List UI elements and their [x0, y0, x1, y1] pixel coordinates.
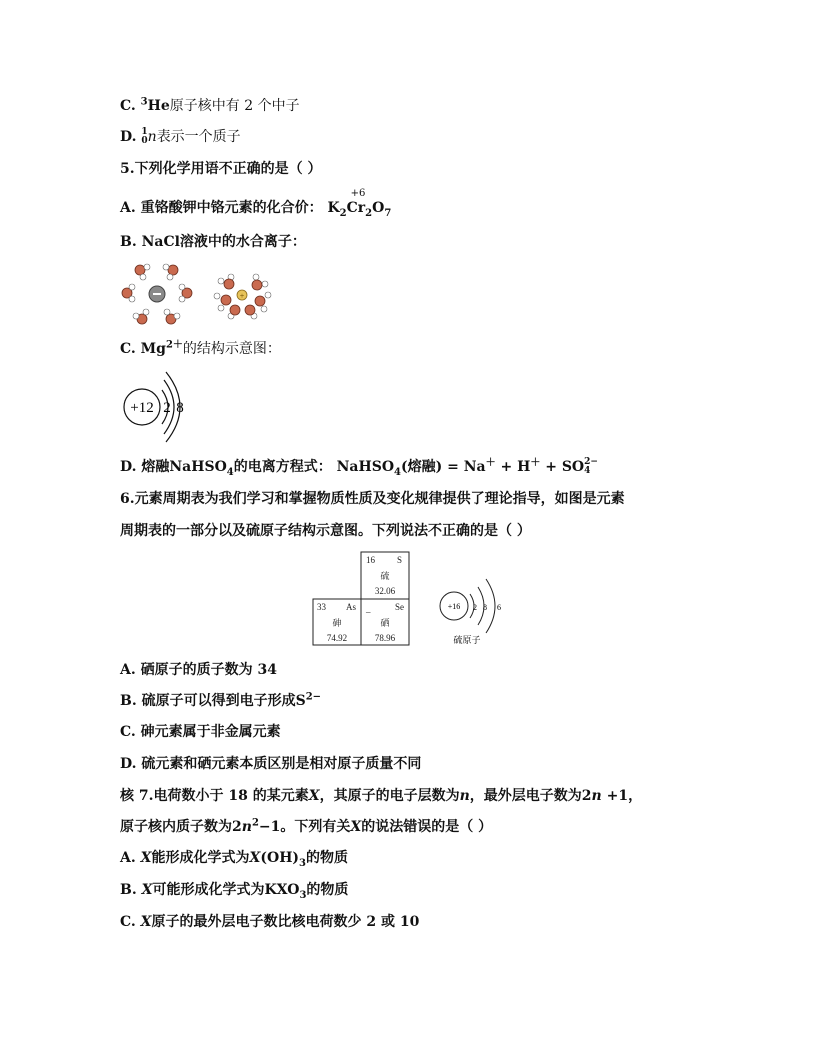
hydrated-ions-figure: [118, 260, 278, 330]
as-symbol: As: [345, 602, 356, 612]
as-name: 砷: [332, 618, 342, 628]
question-7-line2: 原子核内质子数为$2n^2-1$。下列有关X的说法错误的是（ ）: [120, 817, 493, 835]
option-7a: A. X能形成化学式为$X(OH)_3$的物质: [120, 850, 349, 869]
chloride-hydrate-cluster: [149, 286, 165, 302]
s-mass: 32.06: [374, 586, 396, 596]
question-7-line1: 核 7.电荷数小于 18 的某元素X，其原子的电子层数为n，最外层电子数为2n +1，: [120, 788, 643, 804]
svg-text:硫原子: 硫原子: [453, 635, 481, 645]
option-7b: B. X可能形成化学式为$KXO_3$的物质: [120, 882, 349, 901]
mg-shell1-label: 2: [163, 400, 171, 416]
svg-text:+: +: [239, 291, 245, 301]
svg-text:8: 8: [483, 603, 487, 612]
svg-text:2: 2: [473, 603, 477, 612]
option-6d: D. 硫元素和硒元素本质区别是相对原子质量不同: [120, 756, 422, 772]
option-5a: A. 重铬酸钾中铬元素的化合价： $K_2$ +6 $Cr_2O_7$: [120, 188, 392, 219]
as-mass: 74.92: [326, 633, 348, 643]
se-name: 硒: [380, 618, 390, 628]
sodium-hydrate-cluster: [237, 290, 247, 301]
s-symbol: S: [396, 555, 402, 565]
mg-ion-structure-diagram: [118, 370, 198, 446]
question-5: 5.下列化学用语不正确的是（ ）: [120, 161, 322, 177]
option-5d: D. 熔融NaHSO$_4$的电离方程式： NaHSO$_4$(熔融) = Na＋ + H＋ + SO 2− 4: [120, 457, 598, 478]
mg-shell2-label: 8: [176, 400, 184, 416]
sulfur-atom-diagram: [440, 579, 501, 645]
svg-text:6: 6: [497, 603, 501, 612]
question-6-line2: 周期表的一部分以及硫原子结构示意图。下列说法不正确的是（ ）: [120, 523, 531, 539]
se-atomic-number: _: [366, 604, 371, 614]
option-6c: C. 砷元素属于非金属元素: [120, 724, 281, 740]
option-4c: C. $^3$He原子核中有 2 个中子: [120, 96, 300, 114]
se-symbol: Se: [395, 602, 404, 612]
svg-text:+16: +16: [447, 602, 461, 611]
option-5b: B. NaCl溶液中的水合离子：: [120, 234, 306, 250]
option-6b: B. 硫原子可以得到电子形成$S^{2-}$: [120, 691, 322, 709]
mg-nucleus-label: +12: [130, 400, 154, 416]
periodic-table-fragment: [312, 551, 518, 649]
option-4d: D. 1 0 n表示一个质子: [120, 127, 241, 146]
s-name: 硫: [380, 571, 390, 581]
option-7c: C. X原子的最外层电子数比核电荷数少 2 或 10: [120, 914, 420, 930]
dichromate-formula: $K_2$ +6 $Cr_2O_7$: [327, 188, 392, 219]
option-6a: A. 硒原子的质子数为 34: [120, 662, 277, 678]
as-atomic-number: 33: [317, 602, 326, 612]
s-atomic-number: 16: [366, 555, 375, 565]
question-6-line1: 6.元素周期表为我们学习和掌握物质性质及变化规律提供了理论指导，如图是元素: [120, 491, 625, 507]
se-mass: 78.96: [374, 633, 396, 643]
option-5c: C. $Mg^{2+}$的结构示意图：: [120, 339, 281, 357]
